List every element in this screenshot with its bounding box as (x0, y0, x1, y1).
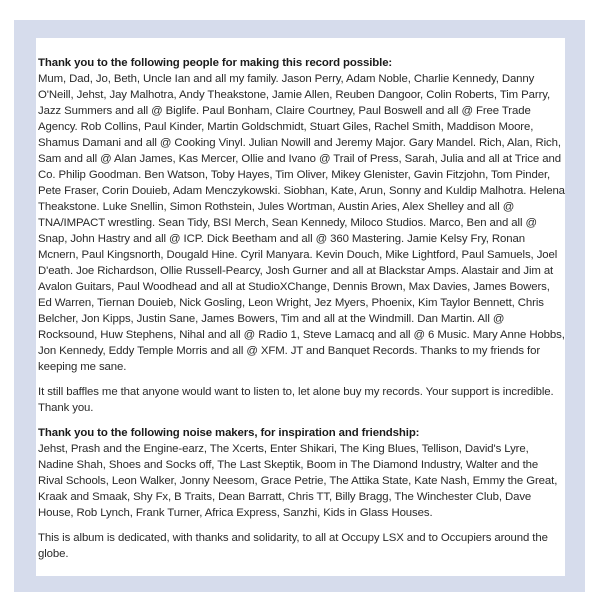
thanks-body: Mum, Dad, Jo, Beth, Uncle Ian and all my family. Jason Perry, Adam Noble, Charlie Kennedy, Danny O'Neill, Jehst, Jay Malhotra, Andy Theakstone, Jamie Allen, Reuben Dangoor, Colin Roberts, Tim Parry, Jazz Summers and all @ Biglife. Paul Bonham, Claire Courtney, Paul Boswell and all @ Free Trade Agency. Rob Collins, Paul Kinder, Martin Goldschmidt, Stuart Giles, Rachel Smith, Maddison Moore, Shamus Damani and all @ Cooking Vinyl. Julian Nowill and Jeremy Major. Gary Mandel. Rich, Alan, Rich, Sam and all @ Alan James, Kas Mercer, Ollie and Ivano @ Trail of Press, Sarah, Julia and all at Trice and Co. Philip Goodman. Ben Watson, Toby Hayes, Tim Oliver, Mikey Glenister, Gavin Fitzjohn, Tom Pinder, Pete Fraser, Corin Douieb, Adam Menczykowski. Siobhan, Kate, Arun, Sonny and Kuldip Malhotra. Helena Theakstone. Luke Snellin, Simon Rothstein, Jules Wortman, Austin Aries, Alex Shelley and all @ TNA/IMPACT wrestling. Sean Tidy, BSI Merch, Sean Kennedy, Miloco Studios. Marco, Ben and all @ Snap, John Hastry and all @ ICP. Dick Beetham and all @ 360 Mastering. Jamie Kelsy Fry, Ronan Mcnern, Paul Kingsnorth, Dougald Hine. Cyril Manyara. Kevin Douch, Mike Lightford, Paul Samuels, Joel D'eath. Joe Richardson, Ollie Russell-Pearcy, Josh Gurner and all at Blackstar Amps. Alastair and Jim at Avalon Guitars, Paul Woodhead and all at StudioXChange, Dennis Brown, Max Davies, James Bowers, Ed Warren, Tiernan Douieb, Nick Gosling, Leon Wright, Jez Myers, Phoenix, Kim Taylor Bennett, Chris Belcher, Jon Kipps, Justin Sane, James Bowers, Tim and all at the Windmill. Dan Martin. All @ Rocksound, Huw Stephens, Nihal and all @ Radio 1, Steve Lamacq and all @ 6 Music. Mary Anne Hobbs, Jon Kennedy, Eddy Temple Morris and all @ XFM. JT and Banquet Records. Thanks to my friends for keeping me sane. (38, 73, 565, 373)
paragraph-gap (38, 416, 565, 425)
text-panel (36, 38, 565, 576)
thanks-heading: Thank you to the following people for making this record possible: (38, 57, 393, 69)
paragraph-gap (38, 375, 565, 384)
blue-border-frame (14, 20, 585, 592)
noise-makers-heading: Thank you to the following noise makers, for inspiration and friendship: (38, 427, 420, 439)
support-paragraph: It still baffles me that anyone would want to listen to, let alone buy my records. Your support is incredible. Thank you. (38, 386, 554, 414)
noise-makers-body: Jehst, Prash and the Engine-earz, The Xcerts, Enter Shikari, The King Blues, Tellison, David's Lyre, Nadine Shah, Shoes and Socks off, The Last Skeptik, Boom in The Diamond Industry, Walter and the Rival Schools, Leon Walker, Jonny Neesom, Grace Petrie, The Attika State, Kate Nash, Emmy the Great, Kraak and Smaak, Shy Fx, B Traits, Dean Barratt, Chris TT, Billy Bragg, The Winchester Club, Dave House, Rob Lynch, Frank Turner, Africa Express, Sanzhi, Kids in Glass Houses. (38, 443, 558, 519)
dedication-paragraph: This is album is dedicated, with thanks and solidarity, to all at Occupy LSX and to Occupiers around the globe. (38, 532, 548, 560)
paragraph-gap (38, 521, 565, 530)
